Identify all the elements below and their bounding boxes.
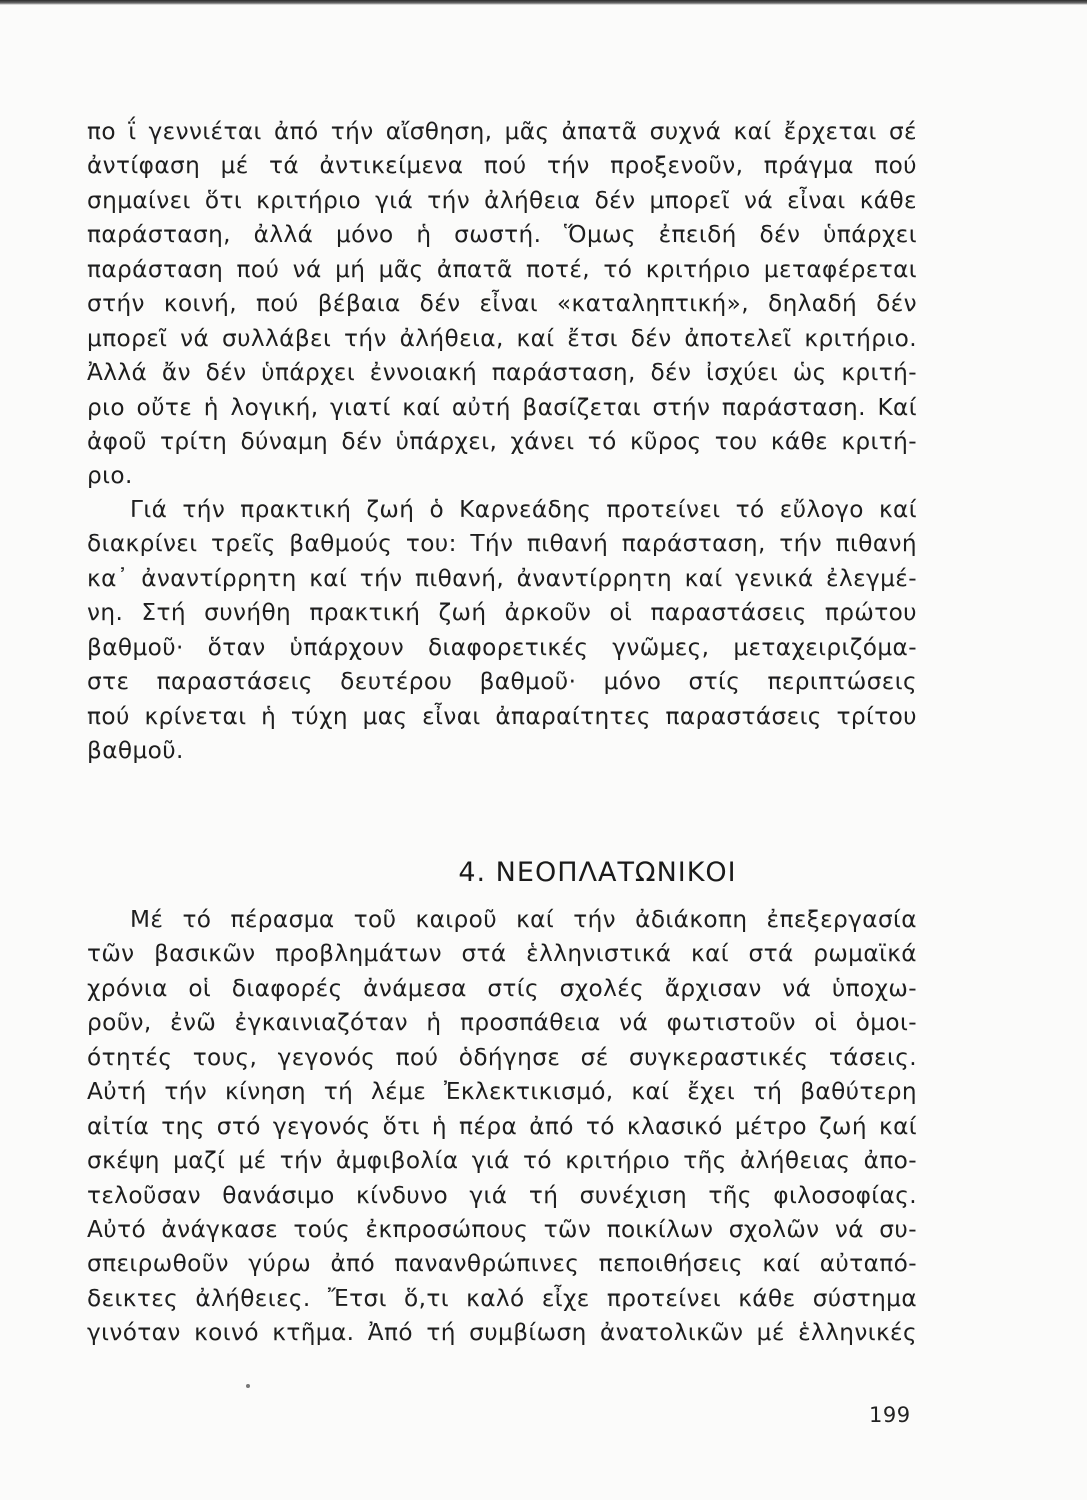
text-line: πού κρίνεται ἡ τύχη μας εἶναι ἀπαραίτητες παραστάσεις τρίτου	[87, 702, 917, 730]
paragraph-3	[87, 903, 917, 1351]
text-line: ριο.	[87, 462, 133, 490]
text-line: διακρίνει τρεῖς βαθμούς του: Τήν πιθανή παράσταση, τήν πιθανή	[87, 530, 917, 558]
text-line: Ἀλλά ἄν δέν ὑπάρχει ἐννοιακή παράσταση, δέν ἰσχύει ὡς κριτή-	[87, 359, 917, 387]
text-line: πο ΐ γεννιέται ἀπό τήν αἴσθηση, μᾶς ἀπατᾶ συχνά καί ἔρχεται σέ	[87, 118, 917, 145]
text-line: Αὐτό ἀνάγκασε τούς ἐκπροσώπους τῶν ποικίλων σχολῶν νά συ-	[87, 1215, 917, 1243]
text-line: παράσταση πού νά μή μᾶς ἀπατᾶ ποτέ, τό κριτήριο μεταφέρεται	[87, 255, 917, 283]
text-line: ἀφοῦ τρίτη δύναμη δέν ὑπάρχει, χάνει τό κῦρος του κάθε κριτή-	[87, 427, 917, 455]
text-line: νη. Στή συνήθη πρακτική ζωή ἀρκοῦν οἱ παραστάσεις πρώτου	[87, 599, 917, 627]
text-line: μπορεῖ νά συλλάβει τήν ἀλήθεια, καί ἔτσι δέν ἀποτελεῖ κριτήριο.	[87, 324, 917, 352]
text-line: Μέ τό πέρασμα τοῦ καιροῦ καί τήν ἀδιάκοπη ἐπεξεργασία	[130, 906, 917, 933]
scan-top-edge	[0, 0, 1087, 5]
text-line: σπειρωθοῦν γύρω ἀπό πανανθρώπινες πεποιθήσεις καί αὐταπό-	[87, 1250, 917, 1278]
text-line: αἰτία της στό γεγονός ὅτι ἡ πέρα ἀπό τό κλασικό μέτρο ζωή καί	[87, 1112, 917, 1140]
text-line: γινόταν κοινό κτῆμα. Ἀπό τή συμβίωση ἀνατολικῶν μέ ἑλληνικές	[87, 1319, 917, 1347]
text-line: Γιά τήν πρακτική ζωή ὁ Καρνεάδης προτείνει τό εὔλογο καί	[130, 496, 917, 523]
page-number: 199	[869, 1403, 911, 1427]
text-line: παράσταση, ἀλλά μόνο ἡ σωστή. Ὅμως ἐπειδή δέν ὑπάρχει	[87, 221, 917, 249]
text-line: βαθμοῦ.	[87, 737, 184, 765]
text-line: στήν κοινή, πού βέβαια δέν εἶναι «καταληπτική», δηλαδή δέν	[87, 290, 917, 318]
text-line: Αὐτή τήν κίνηση τή λέμε Ἐκλεκτικισμό, καί ἔχει τή βαθύτερη	[87, 1078, 917, 1106]
text-line: στε παραστάσεις δευτέρου βαθμοῦ· μόνο στίς περιπτώσεις	[87, 668, 917, 696]
text-line: ἀντίφαση μέ τά ἀντικείμενα πού τήν προξενοῦν, πράγμα πού	[87, 152, 917, 180]
text-line: χρόνια οἱ διαφορές ἀνάμεσα στίς σχολές ἄρχισαν νά ὑποχω-	[87, 974, 917, 1002]
text-line: ότητές τους, γεγονός πού ὁδήγησε σέ συγκεραστικές τάσεις.	[87, 1043, 917, 1071]
text-line: σκέψη μαζί μέ τήν ἀμφιβολία γιά τό κριτήριο τῆς ἀλήθειας ἀπο-	[87, 1147, 917, 1175]
section-heading: 4. ΝΕΟΠΛΑΤΩΝΙΚΟΙ	[458, 857, 737, 888]
scan-speck	[246, 1384, 250, 1388]
text-line: ροῦν, ἐνῶ ἐγκαινιαζόταν ἡ προσπάθεια νά φωτιστοῦν οἱ ὁμοι-	[87, 1009, 917, 1037]
paragraph-1	[87, 115, 917, 494]
text-line: τελοῦσαν θανάσιμο κίνδυνο γιά τή συνέχιση τῆς φιλοσοφίας.	[87, 1181, 917, 1209]
text-line: δεικτες ἀλήθειες. Ἔτσι ὅ,τι καλό εἶχε προτείνει κάθε σύστημα	[87, 1284, 917, 1312]
text-line: τῶν βασικῶν προβλημάτων στά ἑλληνιστικά καί στά ρωμαϊκά	[87, 940, 917, 968]
text-line: ριο οὔτε ἡ λογική, γιατί καί αὐτή βασίζεται στήν παράσταση. Καί	[87, 393, 917, 421]
text-line: σημαίνει ὅτι κριτήριο γιά τήν ἀλήθεια δέν μπορεῖ νά εἶναι κάθε	[87, 186, 917, 214]
text-line: βαθμοῦ· ὅταν ὑπάρχουν διαφορετικές γνῶμες, μεταχειριζόμα-	[87, 633, 917, 661]
text-line: κα᾽ ἀναντίρρητη καί τήν πιθανή, ἀναντίρρητη καί γενικά ἐλεγμέ-	[87, 564, 917, 592]
paragraph-2	[87, 493, 917, 769]
